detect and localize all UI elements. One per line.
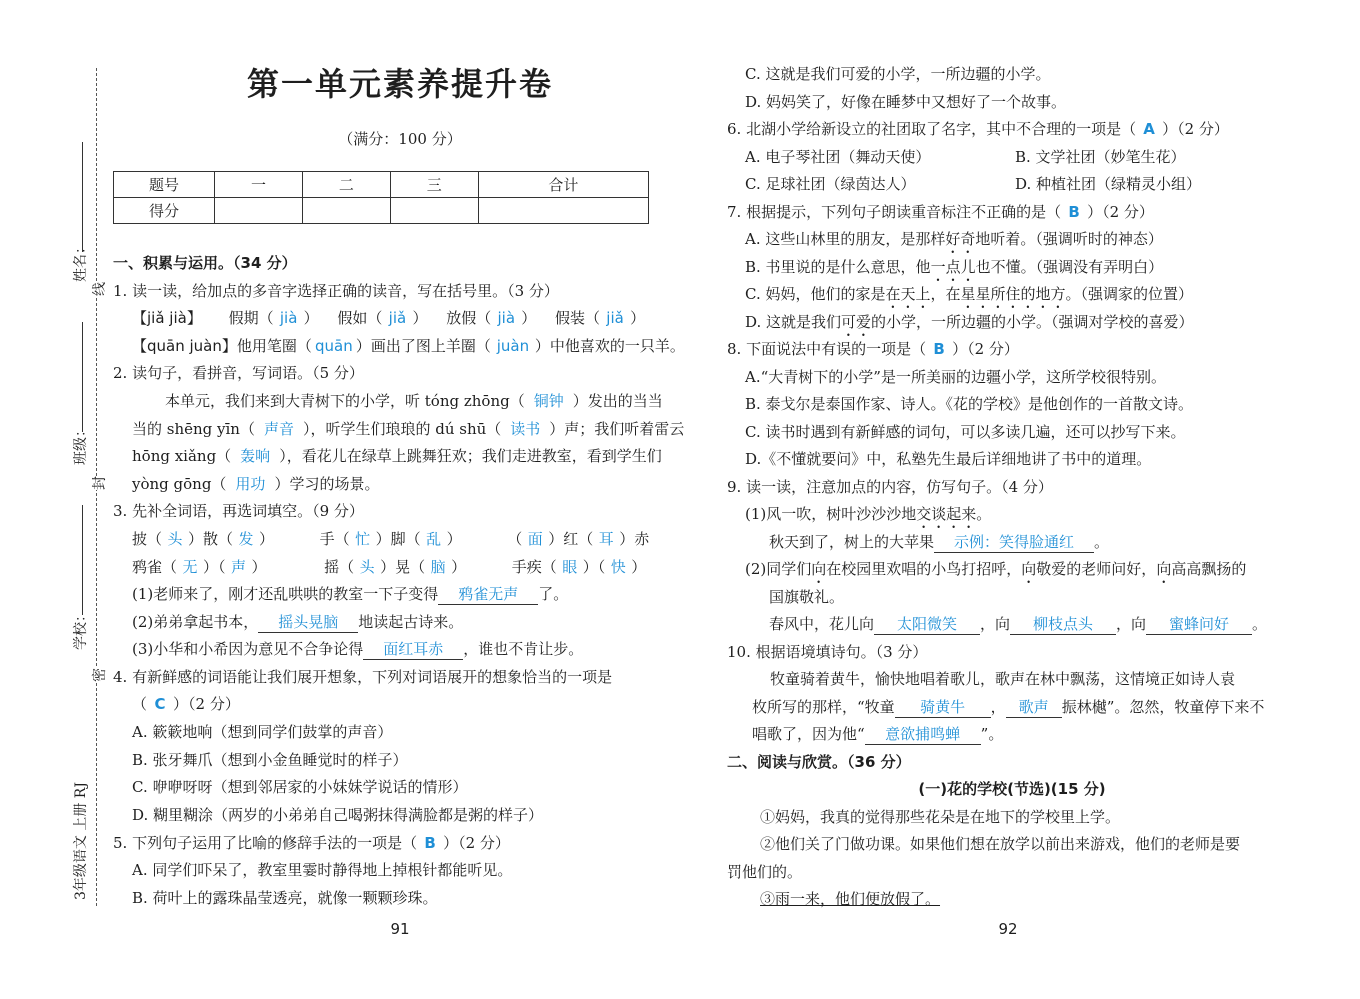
q1a-close: ） bbox=[412, 309, 428, 327]
q2-line-4 bbox=[132, 474, 379, 494]
q10-line-3 bbox=[752, 724, 1003, 745]
q4-prompt: 4. 有新鲜感的词语能让我们展开想象，下列对词语展开的想象恰当的一项是 bbox=[113, 668, 613, 686]
q6-option-b: B. 文学社团（妙笔生花） bbox=[1015, 148, 1186, 166]
q3-sentence-2 bbox=[132, 612, 463, 633]
q3-text: 鸦雀（ bbox=[132, 558, 178, 576]
q10-line-1: 牧童骑着黄牛，愉快地唱着歌儿，歌声在林中飘荡，这情境正如诗人袁 bbox=[770, 670, 1236, 688]
sidebar-book: 3年级语文 上册 RJ bbox=[73, 782, 89, 900]
score-cell bbox=[215, 198, 303, 224]
q9-answer-1 bbox=[769, 532, 1109, 553]
q9-text: (2)同学们 bbox=[745, 560, 812, 578]
q7-stressed: 可爱 bbox=[841, 313, 872, 331]
name-blank bbox=[82, 142, 83, 252]
score-cell bbox=[478, 198, 648, 224]
q6-option-c: C. 足球社团（绿茵达人） bbox=[745, 175, 916, 193]
q3-text: ）晃（ bbox=[380, 558, 426, 576]
q3-text: ） bbox=[446, 530, 462, 548]
q7-text: C. 妈妈，他们的家是 bbox=[745, 285, 886, 303]
q10-answer: 意欲捕鸣蝉 bbox=[865, 724, 981, 745]
q2-text: ），听学生们琅琅的 dú shū（ bbox=[302, 420, 502, 438]
q3-answer: 快 bbox=[610, 558, 626, 576]
q1a-word: 假期（ bbox=[228, 309, 274, 327]
score-table bbox=[113, 171, 649, 224]
q4-answer-line bbox=[132, 694, 240, 714]
q5-option-b: B. 荷叶上的露珠晶莹透亮，就像一颗颗珍珠。 bbox=[132, 889, 438, 907]
passage-para-1: ①妈妈，我真的觉得那些花朵是在地下的学校里上学。 bbox=[760, 808, 1121, 826]
q1a-word: 假如（ bbox=[337, 309, 383, 327]
q10-text: 枚所写的那样，“牧童 bbox=[752, 698, 895, 716]
q4-option-b: B. 张牙舞爪（想到小金鱼睡觉时的样子） bbox=[132, 751, 408, 769]
passage-para-2-cont: 罚他们的。 bbox=[727, 863, 803, 881]
q3-text: ）红（ bbox=[548, 530, 594, 548]
q3-text: ）（ bbox=[203, 558, 226, 576]
q6-text: 6. 北湖小学给新设立的社团取了名字，其中不合理的一项是（ bbox=[727, 120, 1137, 138]
q4-text: ）（2 分） bbox=[173, 695, 240, 713]
q5-answer: B bbox=[424, 834, 436, 852]
q5-text: 5. 下列句子运用了比喻的修辞手法的一项是（ bbox=[113, 834, 418, 852]
q3-row-1 bbox=[132, 529, 649, 549]
q1a-close: ） bbox=[521, 309, 537, 327]
page-title: 第一单元素养提升卷 bbox=[246, 65, 553, 103]
q2-line-3 bbox=[132, 446, 662, 466]
q3-text: 地读起古诗来。 bbox=[358, 613, 464, 631]
q3-answer: 忙 bbox=[355, 530, 371, 548]
q8-text: 8. 下面说法中有误的一项是（ bbox=[727, 340, 927, 358]
q2-answer: 用功 bbox=[235, 475, 266, 493]
q2-text: ）发出的当当 bbox=[572, 392, 663, 410]
q5-option-c: C. 这就是我们可爱的小学，一所边疆的小学。 bbox=[745, 65, 1051, 83]
q3-text: ）脚（ bbox=[375, 530, 421, 548]
q9-answer: 示例：笑得脸通红 bbox=[934, 532, 1094, 553]
q7-text: A. 这些山林里的朋友，是那样 bbox=[745, 230, 946, 248]
q9-text: 高高飘扬的 bbox=[1171, 560, 1247, 578]
q1a-word: 放假（ bbox=[446, 309, 492, 327]
sidebar-class: 班级： bbox=[73, 423, 89, 465]
q6-option-a: A. 电子琴社团（舞动天使） bbox=[745, 148, 931, 166]
score-header-cell: 合计 bbox=[478, 172, 648, 198]
seal-feng: 封 bbox=[89, 476, 109, 490]
q9-text: 春风中，花儿向 bbox=[769, 615, 875, 633]
q1-row-a bbox=[132, 308, 645, 328]
q3-text: 了。 bbox=[538, 585, 569, 603]
q4-option-d: D. 糊里糊涂（两岁的小弟弟自己喝粥抹得满脸都是粥的样子） bbox=[132, 806, 544, 824]
q1b-text: ）中他喜欢的一只羊。 bbox=[534, 337, 685, 355]
q7-text: D. 这就是我们 bbox=[745, 313, 842, 331]
q10-text: ”。 bbox=[980, 725, 1004, 743]
q3-text: ）赤 bbox=[619, 530, 650, 548]
q1a-word: 假装（ bbox=[555, 309, 601, 327]
q7-stressed: 在天上 bbox=[885, 285, 931, 303]
q9-dotted: 交谈起来 bbox=[916, 505, 977, 523]
q6-option-d: D. 种植社团（绿精灵小组） bbox=[1015, 175, 1202, 193]
q3-answer: 头 bbox=[167, 530, 183, 548]
q2-text: ）声；我们听着雷云 bbox=[549, 420, 685, 438]
q9-text: ，向 bbox=[1116, 615, 1147, 633]
seal-xian: 线 bbox=[89, 282, 109, 296]
page-number-left: 91 bbox=[390, 920, 410, 938]
q5-text: ）（2 分） bbox=[443, 834, 510, 852]
q4-option-c: C. 咿咿呀呀（想到邻居家的小妹妹学说话的情形） bbox=[132, 778, 468, 796]
q1a-answer: jiǎ bbox=[388, 309, 407, 327]
q3-text: ）（ bbox=[582, 558, 606, 576]
q7-prompt bbox=[727, 202, 1154, 222]
q2-text: yòng gōng（ bbox=[132, 475, 227, 493]
score-cell bbox=[302, 198, 390, 224]
score-header-cell: 三 bbox=[390, 172, 478, 198]
q3-text: 披（ bbox=[132, 530, 163, 548]
q9-answer-2 bbox=[769, 614, 1267, 635]
q9-text: ，向 bbox=[980, 615, 1011, 633]
q10-text: ， bbox=[990, 698, 1006, 716]
q8-text: ）（2 分） bbox=[952, 340, 1019, 358]
q10-text: 唱歌了，因为他“ bbox=[752, 725, 865, 743]
section-1-heading: 一、积累与运用。（34 分） bbox=[113, 254, 297, 272]
q3-answer: 面 bbox=[527, 530, 543, 548]
q3-text: ） bbox=[631, 558, 647, 576]
q7-text: 地听着。（强调听时的神态） bbox=[975, 230, 1163, 248]
section-2-heading: 二、阅读与欣赏。（36 分） bbox=[727, 753, 911, 771]
q9-sentence-2-cont: 国旗敬礼。 bbox=[769, 588, 845, 606]
q3-answer: 摇头晃脑 bbox=[258, 612, 358, 633]
full-score: （满分：100 分） bbox=[338, 130, 462, 148]
q9-answer: 蜜蜂问好 bbox=[1146, 614, 1252, 635]
q9-prompt: 9. 读一读，注意加点的内容，仿写句子。（4 分） bbox=[727, 478, 1053, 496]
q9-answer: 柳枝点头 bbox=[1010, 614, 1116, 635]
q5-option-d: D. 妈妈笑了，好像在睡梦中又想好了一个故事。 bbox=[745, 93, 1067, 111]
q3-text: 手（ bbox=[319, 530, 350, 548]
q2-answer: 铜钟 bbox=[533, 392, 564, 410]
q9-sentence-1 bbox=[745, 504, 991, 532]
q9-text: 秋天到了，树上的大苹果 bbox=[769, 533, 935, 551]
q3-text: (1)老师来了，刚才还乱哄哄的教室一下子变得 bbox=[132, 585, 439, 603]
q4-option-a: A. 簌簌地响（想到同学们鼓掌的声音） bbox=[132, 723, 393, 741]
q5-prompt bbox=[113, 833, 510, 853]
q1-prompt: 1. 读一读，给加点的多音字选择正确的读音，写在括号里。（3 分） bbox=[113, 282, 559, 300]
q2-text: ），看花儿在绿草上跳舞狂欢；我们走进教室，看到学生们 bbox=[279, 447, 662, 465]
q3-text: 手疾（ bbox=[511, 558, 557, 576]
q10-line-2 bbox=[752, 697, 1264, 718]
q3-answer: 头 bbox=[359, 558, 375, 576]
q3-answer: 无 bbox=[182, 558, 198, 576]
q3-answer: 面红耳赤 bbox=[363, 639, 463, 660]
score-header-cell: 题号 bbox=[114, 172, 215, 198]
q3-text: ）散（ bbox=[188, 530, 234, 548]
q10-answer: 骑黄牛 bbox=[895, 697, 991, 718]
q9-dotted: 向 bbox=[811, 560, 827, 578]
q9-dotted: 向 bbox=[1021, 560, 1037, 578]
q2-text: hōng xiǎng（ bbox=[132, 447, 232, 465]
q9-text: 。 bbox=[976, 505, 992, 523]
q2-prompt: 2. 读句子，看拼音，写词语。（5 分） bbox=[113, 364, 364, 382]
score-row-label: 得分 bbox=[114, 198, 215, 224]
q9-answer: 太阳微笑 bbox=[874, 614, 980, 635]
q7-text: ）（2 分） bbox=[1087, 203, 1154, 221]
q8-option-b: B. 泰戈尔是泰国作家、诗人。《花的学校》是他创作的一首散文诗。 bbox=[745, 395, 1194, 413]
q5-option-a: A. 同学们吓呆了，教室里霎时静得地上掉根针都能听见。 bbox=[132, 861, 513, 879]
q3-answer: 耳 bbox=[598, 530, 614, 548]
q2-answer: 声音 bbox=[263, 420, 294, 438]
q9-text: 在校园里欢唱的小鸟打招呼， bbox=[826, 560, 1022, 578]
q3-text: (3)小华和小希因为意见不合争论得 bbox=[132, 640, 364, 658]
q7-option-c bbox=[745, 284, 1193, 312]
q1a-close: ） bbox=[630, 309, 646, 327]
q2-line-1 bbox=[165, 391, 663, 411]
q7-stressed: 一点儿 bbox=[930, 258, 976, 276]
score-header-cell: 一 bbox=[215, 172, 303, 198]
q1a-answer: jiǎ bbox=[606, 309, 624, 327]
q7-text: 。（强调家的位置） bbox=[1065, 285, 1194, 303]
q1-row-b bbox=[132, 336, 685, 356]
q3-text: ） bbox=[251, 558, 267, 576]
q3-answer: 发 bbox=[238, 530, 254, 548]
sidebar-name: 姓名： bbox=[73, 240, 89, 282]
q1a-close: ） bbox=[303, 309, 319, 327]
q6-prompt bbox=[727, 119, 1229, 139]
q1b-text: 他用笔圈（ bbox=[236, 337, 312, 355]
q3-text: (2)弟弟拿起书本， bbox=[132, 613, 259, 631]
q2-text: 本单元，我们来到大青树下的小学，听 tóng zhōng（ bbox=[165, 392, 525, 410]
q10-prompt: 10. 根据语境填诗句。（3 分） bbox=[727, 643, 928, 661]
q9-sentence-2 bbox=[745, 559, 1246, 587]
q3-answer: 声 bbox=[231, 558, 247, 576]
q7-text: B. 书里说的是什么意思，他 bbox=[745, 258, 931, 276]
q3-text: 摇（ bbox=[324, 558, 355, 576]
q3-row-2 bbox=[132, 557, 646, 577]
q9-dotted: 向 bbox=[1156, 560, 1172, 578]
q7-text: 7. 根据提示，下列句子朗读重音标注不正确的是（ bbox=[727, 203, 1062, 221]
q8-prompt bbox=[727, 339, 1019, 359]
q3-answer: 眼 bbox=[562, 558, 578, 576]
q9-text: (1)风一吹，树叶沙沙沙地 bbox=[745, 505, 917, 523]
q7-option-d bbox=[745, 312, 1194, 340]
q4-text: （ bbox=[132, 695, 148, 713]
q1b-answer: juàn bbox=[496, 337, 530, 355]
q4-answer: C bbox=[154, 695, 166, 713]
q2-line-2 bbox=[132, 419, 684, 439]
q8-option-a: A.“大青树下的小学”是一所美丽的边疆小学，这所学校很特别。 bbox=[745, 368, 1166, 386]
q3-answer: 脑 bbox=[430, 558, 446, 576]
q8-option-d: D.《不懂就要问》中，私塾先生最后详细地讲了书中的道理。 bbox=[745, 450, 1152, 468]
q2-text: ）学习的场景。 bbox=[274, 475, 380, 493]
q3-answer: 乱 bbox=[426, 530, 442, 548]
q6-text: ）（2 分） bbox=[1162, 120, 1229, 138]
q3-text: ） bbox=[259, 530, 275, 548]
q1a-answer: jià bbox=[279, 309, 298, 327]
q9-text: 。 bbox=[1252, 615, 1268, 633]
score-header-cell: 二 bbox=[302, 172, 390, 198]
q1a-answer: jià bbox=[497, 309, 516, 327]
q3-prompt: 3. 先补全词语，再选词填空。（9 分） bbox=[113, 502, 364, 520]
passage-para-3: ③雨一来，他们便放假了。 bbox=[760, 890, 941, 908]
q1a-label: 【jiǎ jià】 bbox=[132, 309, 202, 327]
q8-option-c: C. 读书时遇到有新鲜感的词句，可以多读几遍，还可以抄写下来。 bbox=[745, 423, 1186, 441]
q1b-answer: quān bbox=[315, 337, 353, 355]
score-cell bbox=[390, 198, 478, 224]
q7-answer: B bbox=[1068, 203, 1080, 221]
q6-answer: A bbox=[1143, 120, 1155, 138]
q3-text: ，谁也不肯让步。 bbox=[463, 640, 584, 658]
passage-para-2: ②他们关了门做功课。如果他们想在放学以前出来游戏，他们的老师是要 bbox=[760, 835, 1241, 853]
q2-answer: 轰响 bbox=[240, 447, 271, 465]
q7-option-b bbox=[745, 257, 1163, 285]
q1b-text: ）画出了图上羊圈（ bbox=[355, 337, 491, 355]
class-blank bbox=[82, 322, 83, 432]
q3-text: （ bbox=[507, 530, 523, 548]
q7-text: ，在 bbox=[930, 285, 961, 303]
q3-sentence-1 bbox=[132, 584, 568, 605]
sidebar-school: 学校： bbox=[73, 608, 89, 650]
q7-stressed: 好奇 bbox=[945, 230, 976, 248]
q9-text: 敬爱的老师问好， bbox=[1036, 560, 1157, 578]
q1b-label: 【quān juàn】 bbox=[132, 337, 237, 355]
q2-text: 当的 shēng yīn（ bbox=[132, 420, 255, 438]
q10-answer: 歌声 bbox=[1006, 697, 1062, 718]
q8-answer: B bbox=[933, 340, 945, 358]
q3-text: ） bbox=[451, 558, 467, 576]
q3-sentence-3 bbox=[132, 639, 583, 660]
q10-text: 振林樾”。忽然，牧童停下来不 bbox=[1061, 698, 1265, 716]
page-number-right: 92 bbox=[998, 920, 1018, 938]
q7-stressed: 星星所住的地方 bbox=[960, 285, 1066, 303]
school-blank bbox=[82, 505, 83, 615]
q3-answer: 鸦雀无声 bbox=[438, 584, 538, 605]
seal-mi: 密 bbox=[89, 668, 109, 682]
q9-text: 。 bbox=[1094, 533, 1110, 551]
q7-text: 的小学，一所边疆的小学。（强调对学校的喜爱） bbox=[871, 313, 1194, 331]
q2-answer: 读书 bbox=[510, 420, 541, 438]
q7-option-a bbox=[745, 229, 1163, 257]
passage-title: (一)花的学校(节选)(15 分) bbox=[918, 780, 1106, 798]
q7-text: 也不懂。（强调没有弄明白） bbox=[975, 258, 1164, 276]
